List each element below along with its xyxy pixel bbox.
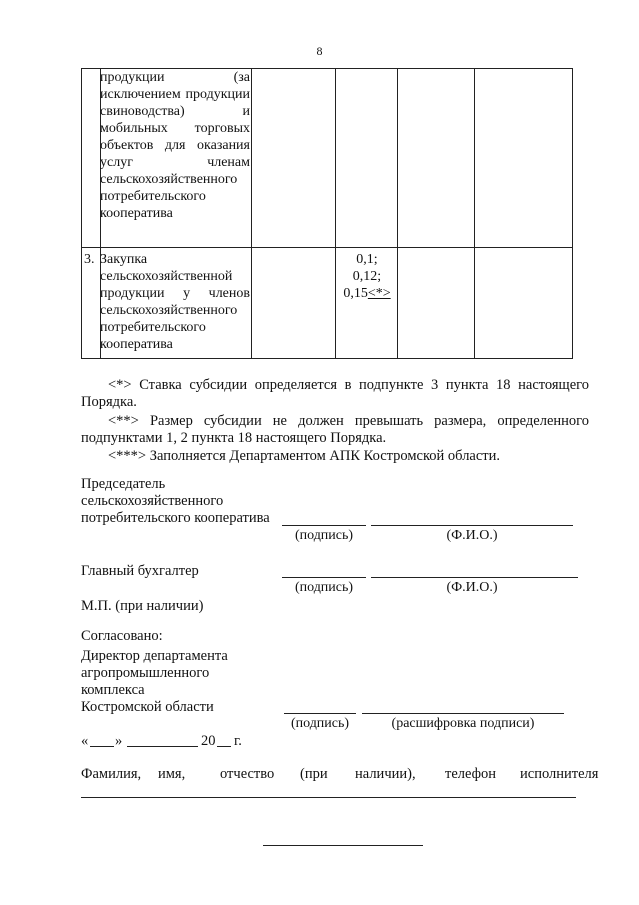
rate-footnote-mark: <*>	[367, 286, 391, 301]
executor-fill-line	[81, 797, 576, 798]
executor-word-1: Фамилия,	[81, 766, 142, 782]
date-open-quote: «	[81, 733, 89, 749]
date-year-line	[217, 746, 231, 747]
subsidy-table	[81, 68, 573, 359]
agreed-label: Согласовано:	[81, 628, 163, 644]
director-label-line-2: агропромышленного	[81, 665, 210, 681]
page-number: 8	[316, 44, 323, 58]
chairman-name-caption: (Ф.И.О.)	[446, 528, 498, 543]
table-row-2-number: 3.	[84, 252, 95, 267]
chairman-name-line	[371, 525, 573, 526]
director-name-caption: (расшифровка подписи)	[391, 716, 535, 731]
rate-line-2: 0,12;	[352, 269, 382, 284]
director-label-line-4: Костромской области	[81, 699, 214, 715]
chairman-label-line-3: потребительского кооператива	[81, 510, 270, 526]
chairman-label-line-2: сельскохозяйственного	[81, 493, 224, 509]
closing-separator-line	[263, 845, 423, 846]
date-month-line	[127, 746, 198, 747]
rate-line-3	[337, 285, 397, 302]
table-column-divider	[474, 68, 475, 359]
director-name-line	[362, 713, 564, 714]
table-column-divider	[335, 68, 336, 359]
table-row-2-rate	[337, 251, 397, 302]
date-year-suffix: г.	[234, 733, 242, 749]
accountant-label: Главный бухгалтер	[81, 563, 199, 579]
chairman-signature-caption: (подпись)	[294, 528, 354, 543]
table-row-2-description: Закупка сельскохозяйственной продукции у членов сельскохозяйственного потребительского кооператива	[100, 252, 250, 352]
table-row-divider	[81, 247, 573, 248]
table-column-divider	[397, 68, 398, 359]
accountant-signature-caption: (подпись)	[294, 580, 354, 595]
accountant-name-caption: (Ф.И.О.)	[446, 580, 498, 595]
date-close-quote: »	[115, 733, 123, 749]
chairman-label-line-1: Председатель	[81, 476, 166, 492]
date-year-prefix: 20	[201, 733, 216, 749]
stamp-label: М.П. (при наличии)	[81, 598, 204, 614]
executor-word-6: телефон	[445, 766, 497, 782]
executor-word-7: исполнителя	[520, 766, 599, 782]
executor-word-4: (при	[300, 766, 328, 782]
footnote-3: <***> Заполняется Департаментом АПК Костромской области.	[108, 448, 501, 464]
footnote-2: <**> Размер субсидии не должен превышать размера, определенного подпунктами 1, 2 пункта 18 настоящего Порядка.	[81, 413, 589, 446]
table-row-1-description: продукции (за исключением продукции свиноводства) и мобильных торговых объектов для оказания услуг членам сельскохозяйственного потребительского кооператива	[100, 70, 250, 221]
executor-word-2: имя,	[158, 766, 186, 782]
date-day-line	[90, 746, 114, 747]
footnote-1: <*> Ставка субсидии определяется в подпункте 3 пункта 18 настоящего Порядка.	[81, 377, 589, 410]
director-label-line-3: комплекса	[81, 682, 145, 698]
director-label-line-1: Директор департамента	[81, 648, 228, 664]
accountant-name-line	[371, 577, 578, 578]
executor-word-5: наличии),	[355, 766, 416, 782]
rate-line-1: 0,1;	[356, 252, 378, 267]
table-column-divider	[251, 68, 252, 359]
director-signature-caption: (подпись)	[290, 716, 350, 731]
rate-line-3-value: 0,15	[343, 286, 368, 301]
director-signature-line	[284, 713, 356, 714]
accountant-signature-line	[282, 577, 366, 578]
chairman-signature-line	[282, 525, 366, 526]
executor-word-3: отчество	[220, 766, 275, 782]
